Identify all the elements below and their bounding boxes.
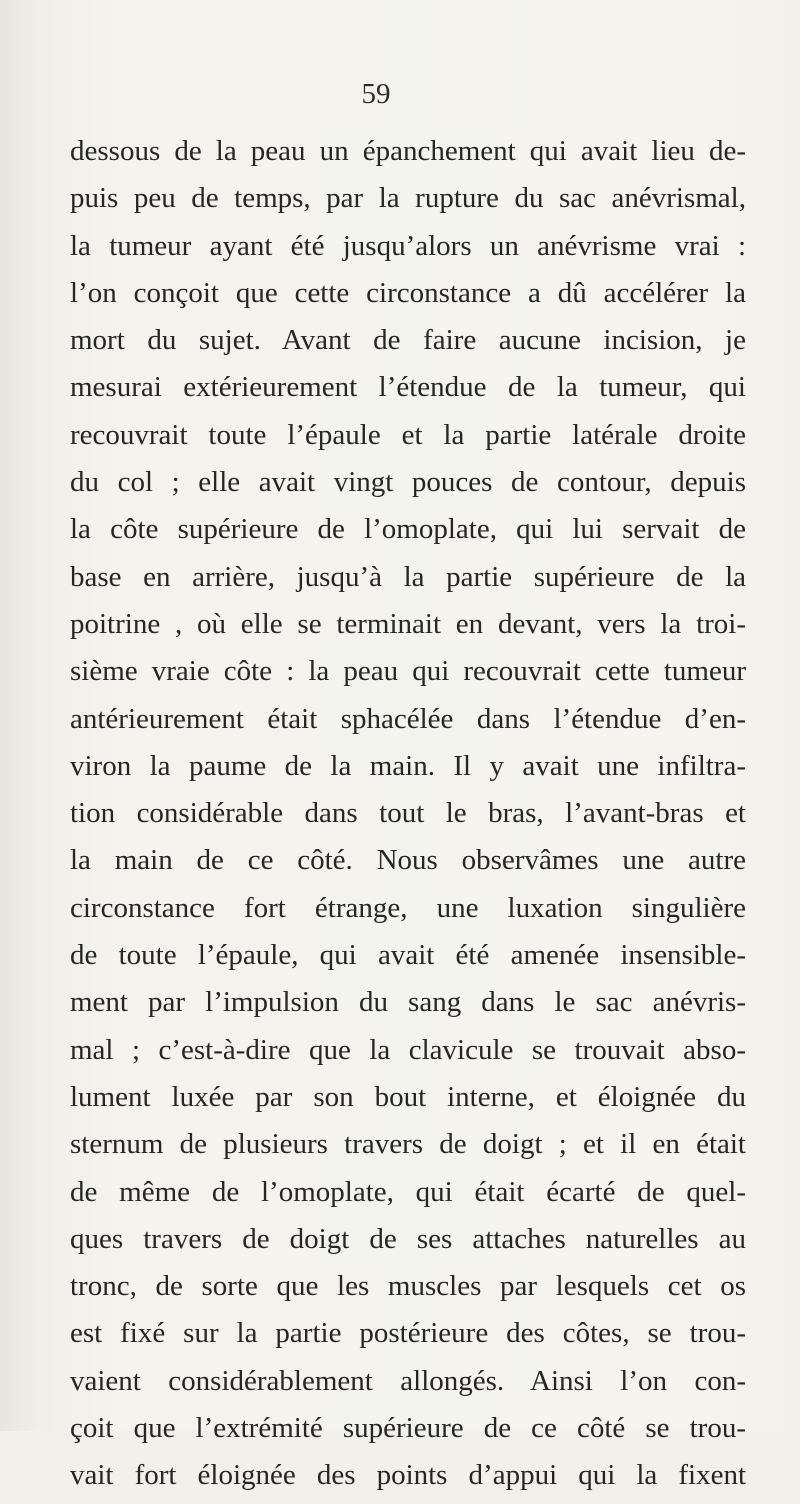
text-line-8: du col ; elle avait vingt pouces de contour, depuis	[70, 466, 746, 499]
text-line-22: sternum de plusieurs travers de doigt ; et il en était	[70, 1128, 746, 1161]
text-line-19: ment par l’impulsion du sang dans le sac anévris-	[70, 986, 746, 1019]
text-line-18: de toute l’épaule, qui avait été amenée insensible-	[70, 939, 746, 972]
text-line-12: sième vraie côte : la peau qui recouvrait cette tumeur	[70, 655, 746, 688]
text-line-13: antérieurement était sphacélée dans l’étendue d’en-	[70, 702, 746, 735]
text-line-21: lument luxée par son bout interne, et éloignée du	[70, 1080, 746, 1113]
text-line-29: vait fort éloignée des points d’appui qui la fixent	[70, 1459, 746, 1492]
text-line-1: dessous de la peau un épanchement qui avait lieu de-	[70, 135, 746, 167]
text-line-28: çoit que l’extrémité supérieure de ce côté se trou-	[70, 1412, 746, 1445]
text-line-24: ques travers de doigt de ses attaches naturelles au	[70, 1222, 746, 1255]
text-line-27: vaient considérablement allongés. Ainsi l’on con-	[70, 1364, 746, 1397]
text-line-10: base en arrière, jusqu’à la partie supérieure de la	[70, 560, 746, 593]
page-number: 59	[361, 78, 391, 110]
text-line-16: la main de ce côté. Nous observâmes une autre	[70, 844, 746, 877]
text-line-11: poitrine , où elle se terminait en devant, vers la troi-	[70, 607, 746, 640]
text-line-26: est fixé sur la partie postérieure des côtes, se trou-	[70, 1317, 746, 1350]
body-text	[70, 132, 746, 1504]
text-line-23: de même de l’omoplate, qui était écarté de quel-	[70, 1175, 746, 1208]
text-line-25: tronc, de sorte que les muscles par lesquels cet os	[70, 1270, 746, 1303]
text-line-2: puis peu de temps, par la rupture du sac anévrismal,	[70, 182, 746, 215]
text-line-17: circonstance fort étrange, une luxation singulière	[70, 891, 746, 924]
text-line-4: l’on conçoit que cette circonstance a dû accélérer la	[70, 276, 746, 309]
text-line-15: tion considérable dans tout le bras, l’avant-bras et	[70, 797, 746, 830]
text-line-9: la côte supérieure de l’omoplate, qui lui servait de	[70, 513, 746, 546]
text-line-7: recouvrait toute l’épaule et la partie latérale droite	[70, 418, 746, 451]
text-line-6: mesurai extérieurement l’étendue de la tumeur, qui	[70, 371, 746, 404]
text-line-3: la tumeur ayant été jusqu’alors un anévrisme vrai :	[70, 229, 746, 262]
text-line-14: viron la paume de la main. Il y avait une infiltra-	[70, 749, 746, 782]
text-line-5: mort du sujet. Avant de faire aucune incision, je	[70, 324, 746, 357]
text-line-20: mal ; c’est-à-dire que la clavicule se trouvait abso-	[70, 1033, 746, 1066]
